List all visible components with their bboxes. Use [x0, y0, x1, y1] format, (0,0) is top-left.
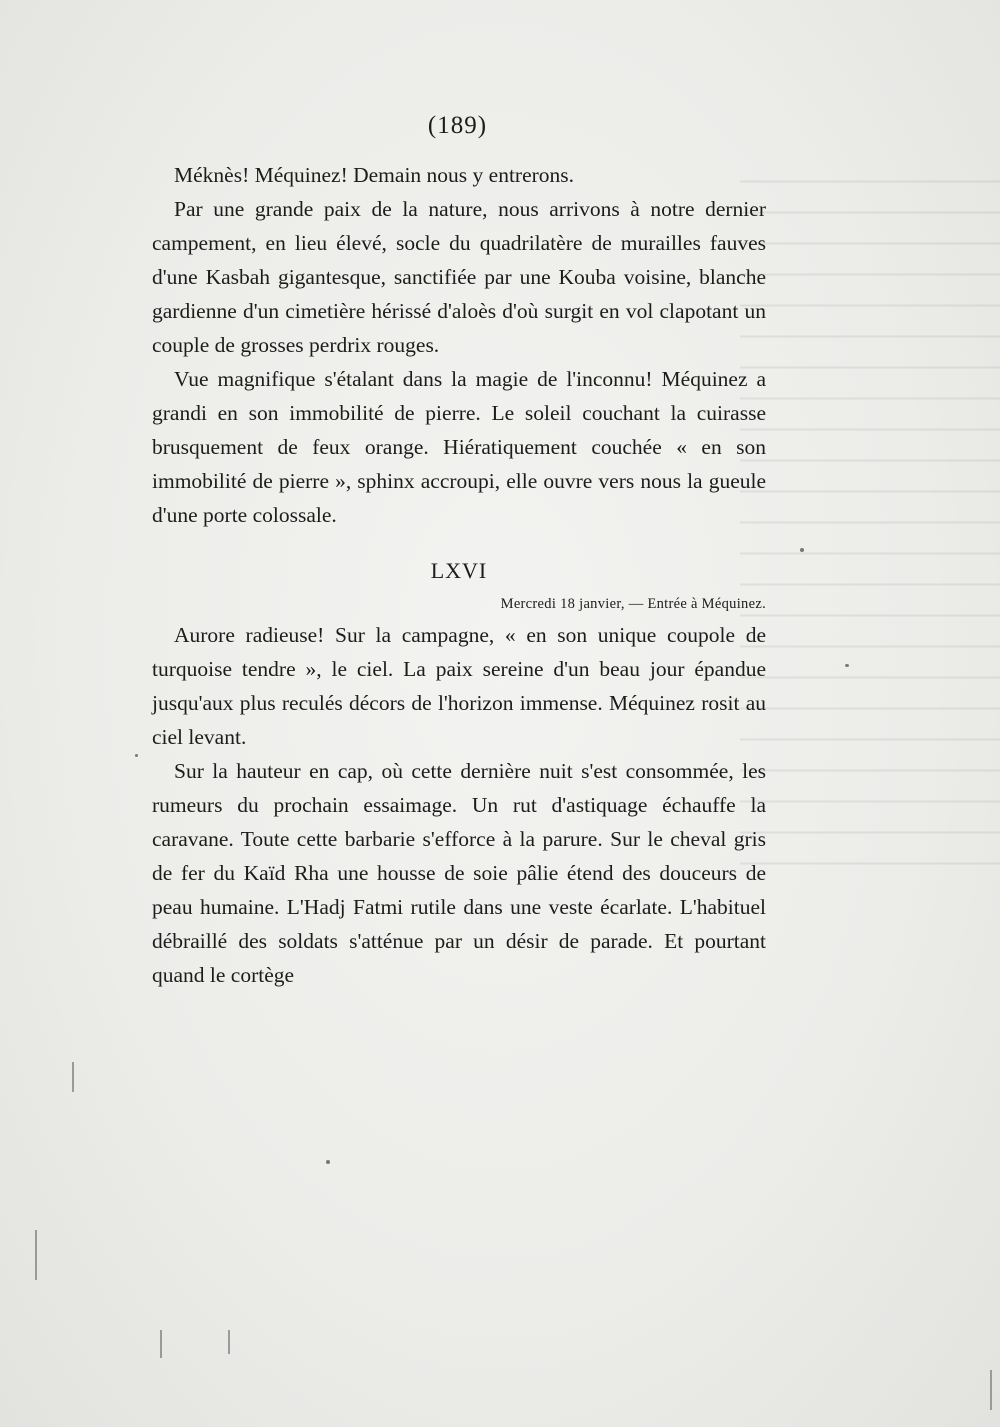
paper-speck	[845, 664, 849, 667]
paper-speck	[135, 754, 138, 757]
page-number: (189)	[427, 112, 488, 139]
show-through-text	[740, 160, 1000, 880]
body-text	[152, 158, 766, 992]
paper-speck	[800, 548, 804, 552]
paper-speck	[326, 1160, 330, 1164]
paragraph: Sur la hauteur en cap, où cette dernière nuit s'est consommée, les rumeurs du prochain essaimage. Un rut d'astiquage échauffe la caravane. Toute cette barbarie s'efforce à la parure. Sur le cheval gris de fer du Kaïd Rha une housse de soie pâlie étend des douceurs de peau humaine. L'Hadj Fatmi rutile dans une veste écarlate. L'habituel débraillé des soldats s'atténue par un désir de parade. Et pourtant quand le cortège	[152, 759, 766, 987]
paragraph: Aurore radieuse! Sur la campagne, « en son unique coupole de turquoise tendre », le ciel. La paix sereine d'un beau jour épandue jusqu'aux plus reculés décors de l'horizon immense. Méquinez rosit au ciel levant.	[152, 623, 766, 749]
chapter-heading: LXVI	[430, 558, 488, 583]
paragraph: Méknès! Méquinez! Demain nous y entrerons.	[174, 163, 575, 187]
edge-mark	[160, 1330, 162, 1358]
edge-mark	[35, 1230, 37, 1280]
paragraph: Par une grande paix de la nature, nous arrivons à notre dernier campement, en lieu élevé, socle du quadrilatère de murailles fauves d'une Kasbah gigantesque, sanctifiée par une Kouba voisine, blanche gardienne d'un cimetière hérissé d'aloès d'où surgit en vol clapotant un couple de grosses perdrix rouges.	[152, 197, 766, 357]
edge-mark	[72, 1062, 74, 1092]
edge-mark	[990, 1370, 992, 1410]
paragraph: Vue magnifique s'étalant dans la magie de l'inconnu! Méquinez a grandi en son immobilité de pierre. Le soleil couchant la cuirasse brusquement de feux orange. Hiératiquement couchée « en son immobilité de pierre », sphinx accroupi, elle ouvre vers nous la gueule d'une porte colossale.	[152, 367, 766, 527]
chapter-dateline: Mercredi 18 janvier, — Entrée à Méquinez.	[500, 596, 766, 612]
edge-mark	[228, 1330, 230, 1354]
